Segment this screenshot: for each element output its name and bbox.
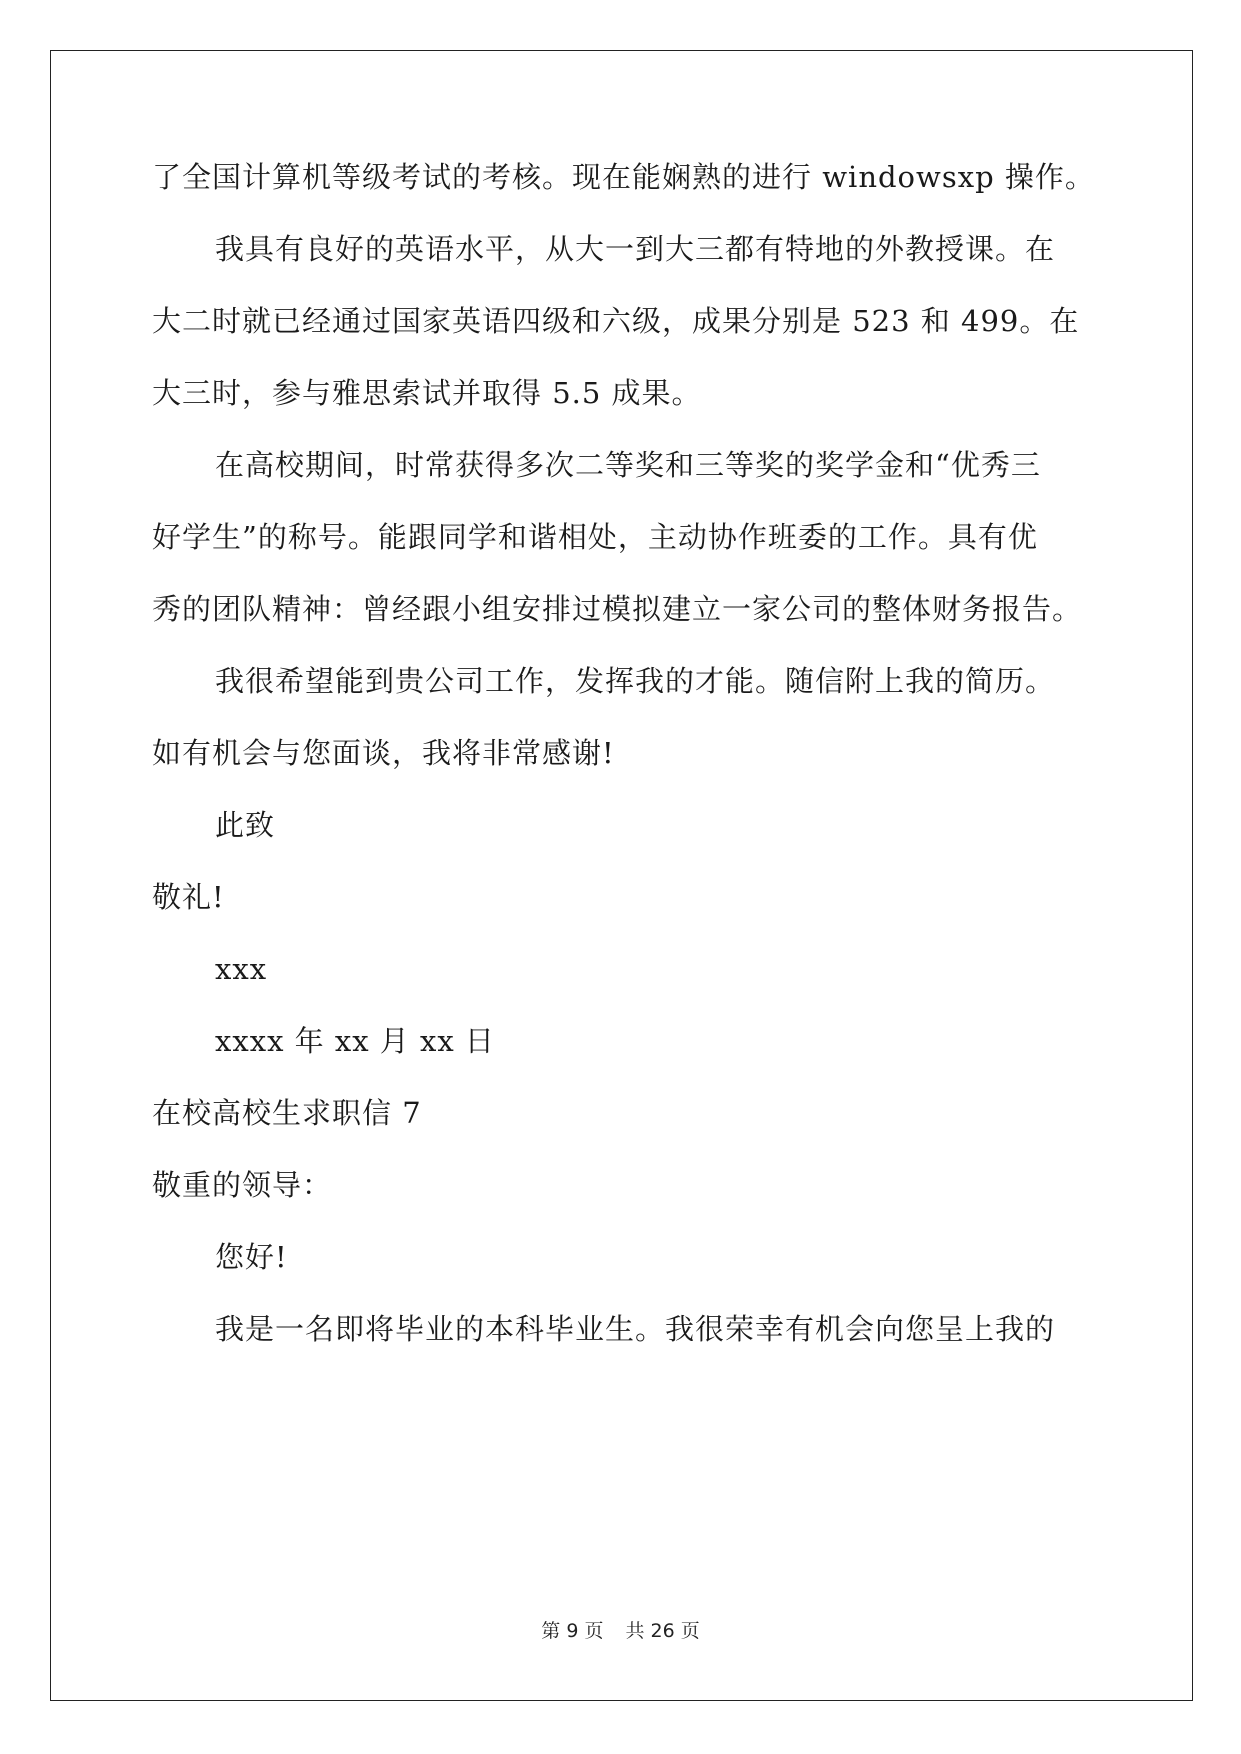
signature-date: xxxx 年 xx 月 xx 日 xyxy=(215,1024,495,1058)
paragraph-line: 大三时，参与雅思索试并取得 5.5 成果。 xyxy=(152,376,702,410)
paragraph-line: 大二时就已经通过国家英语四级和六级，成果分别是 523 和 499。在 xyxy=(152,304,1080,338)
paragraph-line: 秀的团队精神：曾经跟小组安排过模拟建立一家公司的整体财务报告。 xyxy=(152,592,1083,626)
paragraph-line: 在高校期间，时常获得多次二等奖和三等奖的奖学金和“优秀三 xyxy=(215,448,1041,482)
paragraph-line: 好学生”的称号。能跟同学和谐相处，主动协作班委的工作。具有优 xyxy=(152,520,1038,554)
paragraph-line: 了全国计算机等级考试的考核。现在能娴熟的进行 windowsxp 操作。 xyxy=(152,160,1095,194)
paragraph-line: 如有机会与您面谈，我将非常感谢! xyxy=(152,736,615,770)
signature-name: xxx xyxy=(215,952,268,986)
page-number: 第 9 页 xyxy=(541,1620,604,1642)
closing-salutation: 此致 xyxy=(215,808,276,842)
section-title: 在校高校生求职信 7 xyxy=(152,1096,422,1130)
page-footer xyxy=(0,1616,1241,1643)
page-border xyxy=(50,50,1193,1701)
paragraph-line: 我很希望能到贵公司工作，发挥我的才能。随信附上我的简历。 xyxy=(215,664,1056,698)
letter-hello: 您好! xyxy=(215,1240,288,1274)
paragraph-line: 我具有良好的英语水平，从大一到大三都有特地的外教授课。在 xyxy=(215,232,1056,266)
letter-greeting: 敬重的领导： xyxy=(152,1168,333,1202)
closing-respect: 敬礼! xyxy=(152,880,225,914)
paragraph-line: 我是一名即将毕业的本科毕业生。我很荣幸有机会向您呈上我的 xyxy=(215,1312,1056,1346)
page-total: 共 26 页 xyxy=(625,1620,700,1642)
